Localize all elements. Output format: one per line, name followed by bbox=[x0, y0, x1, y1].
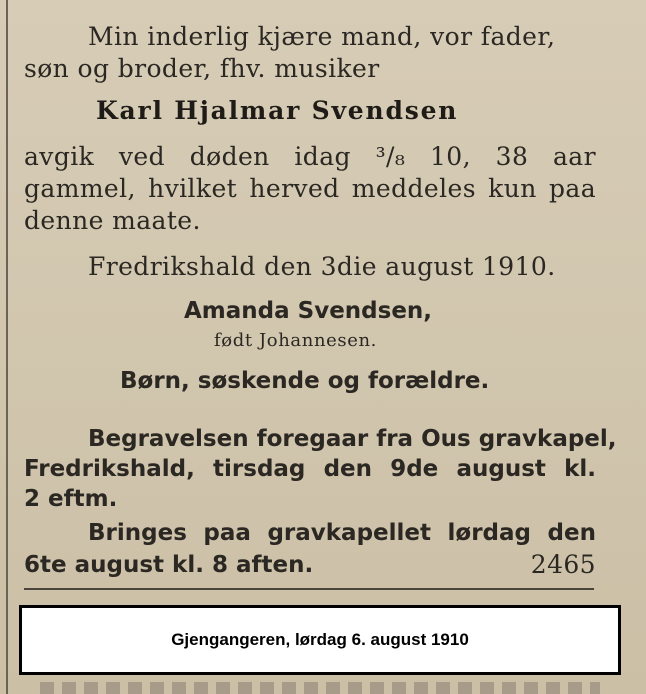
notice-line-3 bbox=[24, 142, 596, 172]
word: meddeles bbox=[351, 174, 476, 203]
bring-line-1 bbox=[88, 518, 596, 548]
next-ad-fragment bbox=[40, 682, 600, 694]
funeral-line-3: 2 eftm. bbox=[24, 486, 118, 512]
source-caption: Gjengangeren, lørdag 6. august 1910 bbox=[171, 630, 469, 649]
notice-bottom-rule bbox=[24, 588, 594, 590]
word: paa bbox=[203, 520, 251, 546]
word: avgik bbox=[24, 142, 95, 171]
word: Bringes bbox=[88, 520, 187, 546]
column-rule bbox=[6, 0, 8, 694]
word: ³/₈ bbox=[375, 142, 406, 171]
word: den bbox=[323, 456, 373, 482]
family-line: Børn, søskende og forældre. bbox=[120, 368, 490, 394]
word: kun bbox=[488, 174, 537, 203]
word: gammel, bbox=[24, 174, 136, 203]
word: august bbox=[456, 456, 546, 482]
word: 9de bbox=[390, 456, 439, 482]
word: ved bbox=[118, 142, 166, 171]
word: herved bbox=[249, 174, 340, 203]
bring-line-2-text: 6te august kl. 8 aften. bbox=[24, 552, 314, 578]
caption-box bbox=[19, 605, 621, 675]
word: tirsdag bbox=[213, 456, 306, 482]
notice-line-1: Min inderlig kjære mand, vor fader, bbox=[88, 22, 556, 51]
word: gravkapellet bbox=[267, 520, 431, 546]
word: hvilket bbox=[148, 174, 238, 203]
notice-line-4 bbox=[24, 174, 596, 204]
ad-number: 2465 bbox=[530, 550, 596, 579]
word: 38 bbox=[495, 142, 529, 171]
word: den bbox=[547, 520, 596, 546]
bring-line-2 bbox=[24, 550, 596, 580]
word: døden bbox=[189, 142, 270, 171]
place-date: Fredrikshald den 3die august 1910. bbox=[88, 252, 556, 281]
word: Fredrikshald, bbox=[24, 456, 195, 482]
signer-name: Amanda Svendsen, bbox=[184, 298, 433, 324]
word: lørdag bbox=[447, 520, 531, 546]
word: paa bbox=[548, 174, 596, 203]
word: idag bbox=[294, 142, 351, 171]
funeral-line-2 bbox=[24, 454, 596, 484]
word: 10, bbox=[429, 142, 471, 171]
deceased-name: Karl Hjalmar Svendsen bbox=[96, 96, 459, 125]
word: aar bbox=[552, 142, 596, 171]
notice-line-5: denne maate. bbox=[24, 206, 201, 235]
notice-line-2: søn og broder, fhv. musiker bbox=[24, 54, 380, 83]
word: kl. bbox=[564, 456, 596, 482]
funeral-line-1: Begravelsen foregaar fra Ous gravkapel, bbox=[88, 426, 617, 452]
signer-born: født Johannesen. bbox=[214, 330, 377, 351]
